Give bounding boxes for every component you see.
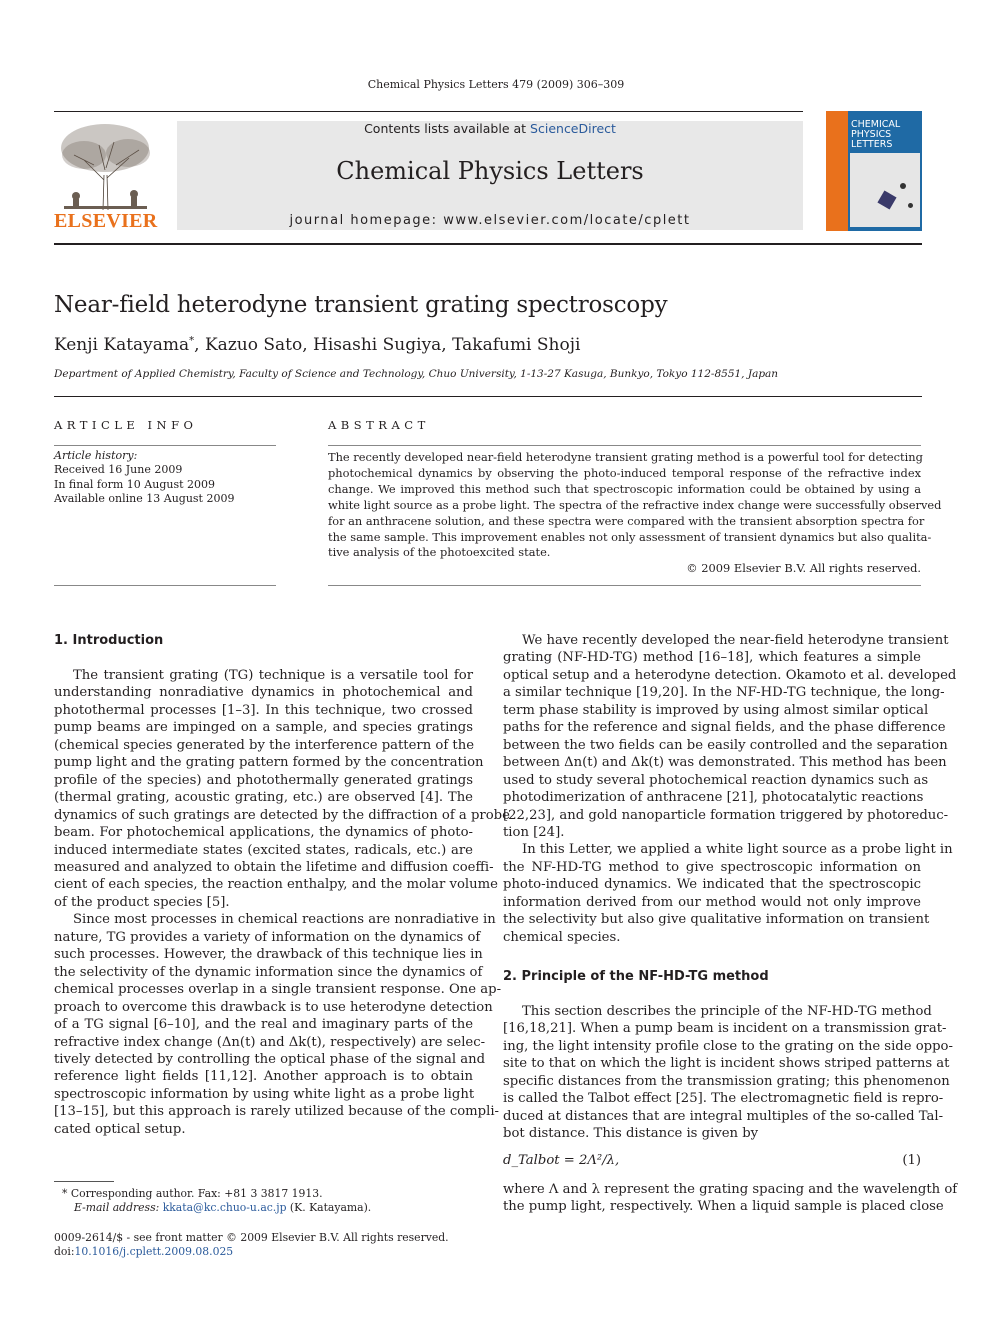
text-line: of a TG signal [6–10], and the real and imaginary parts of the (54, 1017, 473, 1033)
journal-banner (177, 121, 803, 230)
text-line: nature, TG provides a variety of information on the dynamics of (54, 929, 481, 945)
text-line: (chemical species generated by the interference pattern of the (54, 737, 475, 753)
text-line: Since most processes in chemical reactions are nonradiative in (73, 912, 496, 928)
text-line: ing, the light intensity profile close to the grating on the side oppo- (503, 1038, 953, 1054)
cover-cube-icon (877, 190, 896, 209)
abstract-line: white light source as a probe light. The spectra of the refractive index change were successfully observed (328, 497, 942, 512)
text-line: duced at distances that are integral multiples of the so-called Tal- (503, 1108, 944, 1124)
elsevier-tree-icon (54, 120, 157, 212)
text-line: refractive index change (Δn(t) and Δk(t), respectively) are selec- (54, 1034, 486, 1050)
text-line: between the two fields can be easily controlled and the separation (503, 737, 948, 753)
text-line: cated optical setup. (54, 1121, 186, 1137)
text-line: pump light and the grating pattern formed by the concentration (54, 755, 484, 771)
corresponding-mark[interactable]: * (189, 335, 195, 347)
elsevier-wordmark: ELSEVIER (54, 210, 158, 232)
cover-dot-icon (908, 203, 913, 208)
text-line: [22,23], and gold nanoparticle formation triggered by photoreduc- (503, 807, 949, 823)
text-line: the pump light, respectively. When a liquid sample is placed close (503, 1199, 944, 1215)
text-line: We have recently developed the near-field heterodyne transient (522, 633, 949, 648)
abstract-line: change. We improved this method such that spectroscopic information could be obtained by using a (328, 481, 921, 496)
running-header: Chemical Physics Letters 479 (2009) 306–309 (367, 78, 625, 91)
text-line: tion [24]. (503, 824, 565, 840)
text-line: a similar technique [19,20]. In the NF-HD-TG technique, the long- (503, 685, 945, 701)
author-list (54, 335, 580, 355)
abstract-line: photochemical dynamics by observing the photo-induced temporal response of the refractive index (328, 465, 921, 480)
text-line: information derived from our method would not only improve (503, 894, 921, 910)
affiliation: Department of Applied Chemistry, Faculty of Science and Technology, Chuo University, 1-13-27 Kasuga, Bunkyo, Tokyo 112-8551, Japan (54, 368, 779, 380)
text-line: [13–15], but this approach is rarely utilized because of the compli- (54, 1104, 500, 1120)
issn-line: 0009-2614/$ - see front matter © 2009 Elsevier B.V. All rights reserved. (54, 1231, 449, 1244)
text-line: site to that on which the light is incident shows striped patterns at (503, 1056, 950, 1072)
text-line: understanding nonradiative dynamics in photochemical and (54, 685, 473, 701)
abstract-line: the same sample. This improvement enables not only assessment of transient dynamics but also qualita- (328, 529, 932, 544)
copyright: © 2009 Elsevier B.V. All rights reserved. (686, 561, 921, 576)
text-line: of the product species [5]. (54, 894, 230, 910)
text-line: In this Letter, we applied a white light source as a probe light in (522, 842, 953, 858)
doi-line (54, 1245, 449, 1259)
text-line: [16,18,21]. When a pump beam is incident on a transmission grat- (503, 1021, 947, 1037)
article-history (54, 449, 234, 506)
footnote-corresponding (62, 1187, 371, 1215)
text-line: chemical species. (503, 929, 621, 945)
doi-label: doi: (54, 1245, 75, 1258)
cover-title-line: LETTERS (851, 139, 893, 150)
text-line: cient of each species, the reaction enthalpy, and the molar volume (54, 877, 498, 893)
text-line: bot distance. This distance is given by (503, 1126, 759, 1142)
header-rule-bottom (54, 243, 922, 245)
history-received: Received 16 June 2009 (54, 463, 183, 477)
header-rule-top (54, 111, 803, 112)
text-line: measured and analyzed to obtain the lifetime and diffusion coeffi- (54, 859, 494, 875)
divider (54, 396, 922, 397)
section-heading-introduction: 1. Introduction (54, 633, 164, 648)
article-info-heading: ARTICLE INFO (54, 418, 198, 432)
text-line: chemical processes overlap in a single transient response. One ap- (54, 982, 502, 998)
cover-image (850, 153, 920, 227)
author-others: , Kazuo Sato, Hisashi Sugiya, Takafumi Shoji (194, 335, 581, 355)
divider (328, 445, 921, 446)
equation-number: (1) (902, 1153, 921, 1168)
text-line: the selectivity of the dynamic information since the dynamics of (54, 964, 483, 980)
email-label: E-mail address: (74, 1201, 160, 1214)
footnote-rule (54, 1181, 114, 1182)
divider (328, 585, 921, 586)
history-label: Article history: (54, 449, 138, 462)
intro-paragraph-1 (54, 667, 510, 1138)
doi-link[interactable]: 10.1016/j.cplett.2009.08.025 (74, 1245, 234, 1258)
abstract-line: for an anthracene solution, and these spectra were compared with the transient absorption spectra for (328, 513, 925, 528)
text-line: proach to overcome this drawback is to use heterodyne detection (54, 999, 493, 1015)
email-suffix: (K. Katayama). (286, 1201, 372, 1214)
cover-title-line: PHYSICS (851, 129, 892, 140)
author-primary: Kenji Katayama (54, 335, 190, 355)
text-line: term phase stability is improved by using almost similar optical (503, 702, 929, 718)
text-line: paths for the reference and signal fields, and the phase difference (503, 720, 946, 736)
history-final: In final form 10 August 2009 (54, 477, 216, 491)
principle-paragraph (503, 1003, 953, 1143)
sciencedirect-link[interactable]: ScienceDirect (530, 121, 616, 136)
text-line: optical setup and a heterodyne detection. Okamoto et al. developed (503, 667, 957, 683)
divider (54, 585, 276, 586)
text-line: dynamics of such gratings are detected by the diffraction of a probe (54, 807, 510, 823)
text-line: photo-induced dynamics. We indicated that the spectroscopic (503, 877, 921, 893)
text-line: photodimerization of anthracene [21], photocatalytic reactions (503, 790, 924, 806)
cover-dot-icon (900, 183, 906, 189)
cover-stripe (826, 111, 848, 231)
text-line: photothermal processes [1–3]. In this technique, two crossed (54, 702, 473, 718)
right-column-upper (503, 632, 957, 946)
journal-homepage[interactable]: journal homepage: www.elsevier.com/locate/cplett (289, 213, 691, 228)
journal-cover[interactable] (826, 111, 922, 231)
email-line (62, 1201, 371, 1215)
corresponding-author: * Corresponding author. Fax: +81 3 3817 1913. (62, 1187, 323, 1200)
abstract-line: tive analysis of the photoexcited state. (328, 545, 551, 560)
principle-paragraph-2 (503, 1181, 958, 1216)
text-line: profile of the species) and photothermally generated gratings (54, 772, 473, 788)
abstract-body (328, 450, 942, 577)
text-line: grating (NF-HD-TG) method [16–18], which features a simple (503, 650, 921, 666)
text-line: where Λ and λ represent the grating spacing and the wavelength of (503, 1182, 958, 1197)
text-line: pump beams are impinged on a sample, and species gratings (54, 720, 473, 736)
text-line: between Δn(t) and Δk(t) was demonstrated. This method has been (503, 755, 947, 771)
abstract-line: The recently developed near-field heterodyne transient grating method is a powerful tool for detecting (328, 450, 923, 464)
journal-name: Chemical Physics Letters (336, 157, 644, 185)
text-line: This section describes the principle of the NF-HD-TG method (522, 1004, 932, 1019)
text-line: spectroscopic information by using white light as a probe light (54, 1086, 475, 1102)
text-line: reference light fields [11,12]. Another approach is to obtain (54, 1069, 473, 1085)
history-online: Available online 13 August 2009 (54, 491, 235, 505)
cover-title (851, 120, 900, 150)
text-line: induced intermediate states (excited states, radicals, etc.) are (54, 842, 473, 858)
section-heading-principle: 2. Principle of the NF-HD-TG method (503, 969, 769, 984)
equation-talbot: d_Talbot = 2Λ²/λ, (503, 1153, 620, 1168)
front-matter (54, 1231, 449, 1259)
text-line: The transient grating (TG) technique is a versatile tool for (73, 668, 473, 683)
divider (54, 445, 276, 446)
elsevier-logo[interactable] (54, 120, 157, 232)
text-line: such processes. However, the drawback of this technique lies in (54, 947, 483, 963)
text-line: used to study several photochemical reaction dynamics such as (503, 772, 929, 788)
text-line: the selectivity but also give qualitative information on transient (503, 912, 930, 928)
cover-title-line: CHEMICAL (851, 119, 901, 130)
article-title: Near-field heterodyne transient grating spectroscopy (54, 292, 668, 318)
text-line: beam. For photochemical applications, the dynamics of photo- (54, 825, 473, 841)
text-line: the NF-HD-TG method to give spectroscopic information on (503, 859, 921, 875)
text-line: tively detected by controlling the optical phase of the signal and (54, 1051, 486, 1067)
text-line: specific distances from the transmission grating; this phenomenon (503, 1073, 950, 1089)
text-line: (thermal grating, acoustic grating, etc.) are observed [4]. The (54, 790, 473, 806)
abstract-heading: ABSTRACT (328, 418, 430, 432)
contents-prefix: Contents lists available at (364, 121, 531, 136)
contents-line (177, 121, 803, 136)
email-link[interactable]: kkata@kc.chuo-u.ac.jp (162, 1201, 287, 1214)
text-line: is called the Talbot effect [25]. The electromagnetic field is repro- (503, 1091, 944, 1107)
